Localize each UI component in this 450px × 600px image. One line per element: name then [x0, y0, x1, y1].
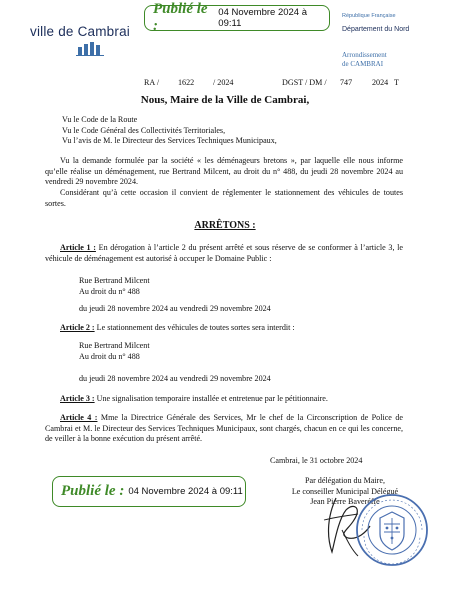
legal-basis [62, 115, 402, 147]
arrondissement-block [342, 51, 442, 69]
article-1-street: Rue Bertrand Milcent [79, 276, 150, 285]
legal-basis-item: Vu le Code de la Route [62, 115, 138, 124]
article-3 [60, 394, 403, 405]
publication-stamp-top [144, 1, 330, 34]
publication-stamp-bottom [52, 476, 246, 507]
article-3-label: Article 3 : [60, 394, 95, 403]
republic-name: République Française [342, 13, 396, 19]
article-3-text: Une signalisation temporaire installée et entretenue par le pétitionnaire. [94, 394, 328, 403]
article-2-text: Le stationnement des véhicules de toutes sortes sera interdit : [94, 323, 295, 332]
arrondissement-line2: de CAMBRAI [342, 60, 384, 68]
article-4 [45, 413, 403, 445]
dgst-year: 2024 [372, 78, 389, 87]
consideration-request: Vu la demande formulée par la société « les déménageurs bretons », par laquelle elle nous informe qu’elle réalise un déménagement, rue Bertrand Milcent, au droit du n° 488, du jeudi 28 novembre 2024 au vendredi 29 novembre 2024. [45, 156, 403, 187]
signature-place-date: Cambrai, le 31 octobre 2024 [270, 456, 363, 465]
dgst-suffix: T [394, 78, 399, 87]
arrondissement-line1: Arrondissement [342, 51, 387, 59]
article-1 [45, 243, 403, 264]
arretons-heading: ARRÊTONS : [194, 220, 256, 231]
publication-date: 04 Novembre 2024 à 09:11 [218, 7, 308, 29]
castle-towers-icon [76, 42, 106, 56]
article-1-text: En dérogation à l’article 2 du présent arrêté et sous réserve de se conformer à l’article 3, le véhicule de déménagement est autorisé à occuper le Domaine Public : [45, 243, 403, 263]
legal-basis-item: Vu le Code Général des Collectivités Territoriales, [62, 125, 226, 135]
department-name: Département du Nord [342, 26, 410, 33]
publication-label: Publié le : [61, 483, 125, 499]
article-2-label: Article 2 : [60, 323, 95, 332]
publication-date: 04 Novembre 2024 à 09:11 [128, 486, 243, 497]
article-1-dates: du jeudi 28 novembre 2024 au vendredi 29 novembre 2024 [79, 304, 271, 313]
article-1-location [79, 276, 379, 297]
article-1-number: Au droit du n° 488 [79, 286, 140, 296]
article-2-dates: du jeudi 28 novembre 2024 au vendredi 29 novembre 2024 [79, 374, 271, 383]
article-2-number: Au droit du n° 488 [79, 351, 140, 361]
city-logo [30, 24, 130, 64]
ra-number: 1622 [178, 78, 195, 87]
article-2-street: Rue Bertrand Milcent [79, 341, 150, 350]
decree-title: Nous, Maire de la Ville de Cambrai, [140, 94, 310, 106]
dgst-number: 747 [340, 78, 353, 87]
ra-label: RA / [144, 78, 160, 87]
article-1-label: Article 1 : [60, 243, 96, 252]
logo-text: ville de Cambrai [30, 24, 130, 39]
legal-basis-item: Vu l’avis de M. le Directeur des Services Techniques Municipaux, [62, 136, 277, 146]
article-4-text: Mme la Directrice Générale des Services, Mr le chef de la Circonscription de Police de Cambrai et M. le Directeur des Services Techniques Municipaux, sont chargés, chacun en ce qui les concerne, de veiller à la bonne exécution du présent arrêté. [45, 413, 403, 444]
official-seal-icon [354, 492, 430, 568]
publication-label: Publié le : [153, 1, 208, 34]
consideration-reason: Considérant qu’à cette occasion il convient de réglementer le stationnement des véhicules de toutes sortes. [45, 188, 403, 208]
article-4-label: Article 4 : [60, 413, 98, 422]
republic-block [342, 12, 442, 33]
dgst-label: DGST / DM / [282, 78, 327, 87]
signatory-name: Jean Pierre Baveréffe [310, 497, 380, 507]
ra-year: / 2024 [213, 78, 234, 87]
article-2 [60, 323, 403, 334]
delegation-line: Par délégation du Maire, [304, 476, 385, 485]
article-2-location [79, 341, 379, 362]
councillor-title: Le conseiller Municipal Délégué [291, 486, 399, 496]
